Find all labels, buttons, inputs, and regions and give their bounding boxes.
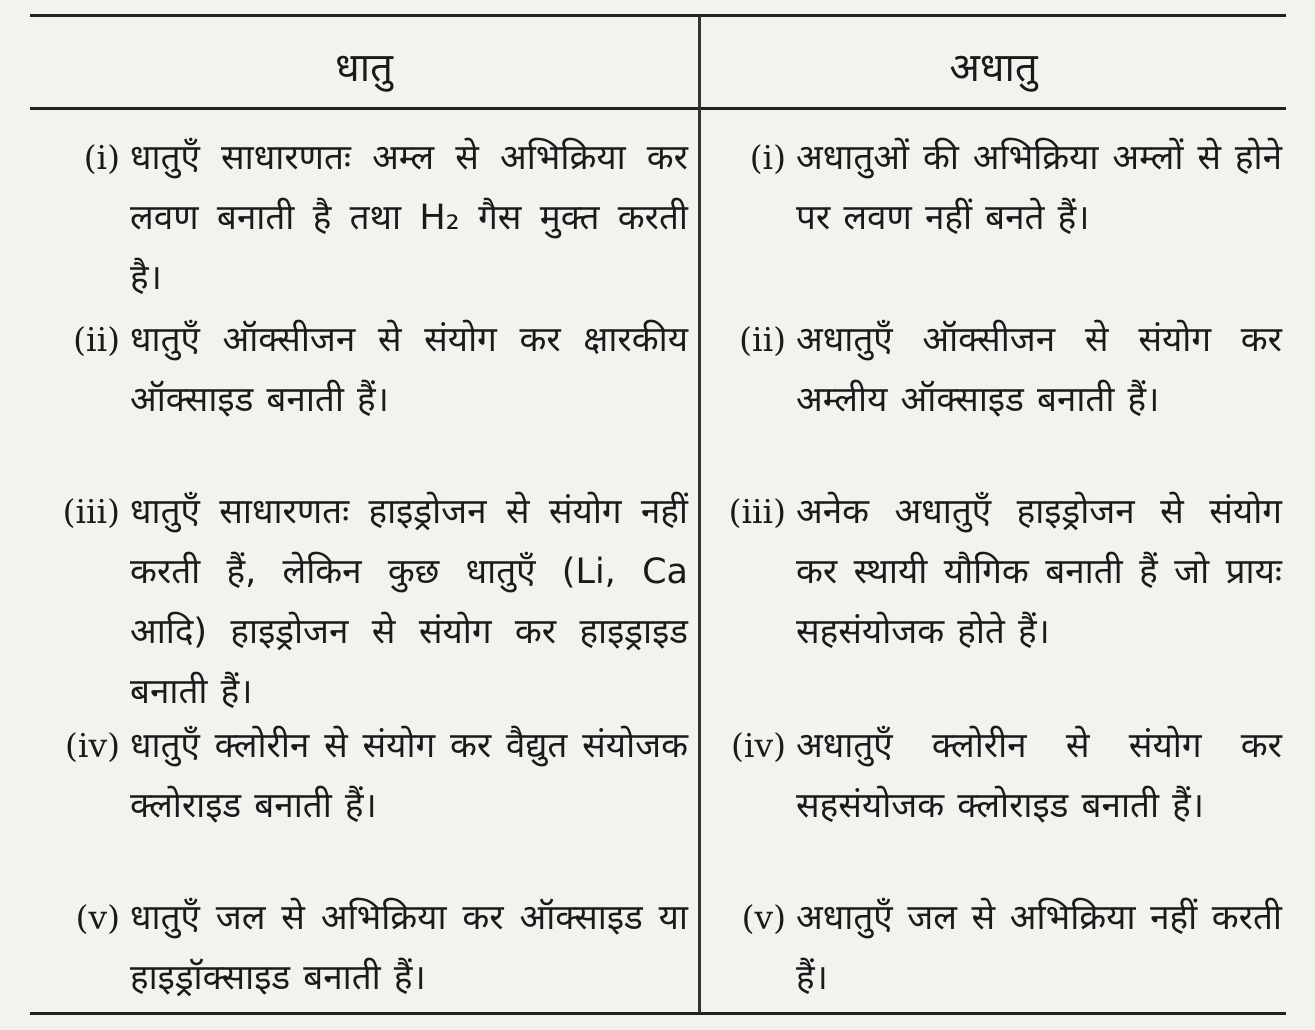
- item-number: (ii): [739, 320, 786, 359]
- item-number: (v): [741, 898, 786, 937]
- item-text: अधातुओं की अभिक्रिया अम्लों से होने पर लवण नहीं बनते हैं।: [796, 138, 1282, 238]
- nonmetal-item-1: [710, 128, 1282, 248]
- item-text: अधातुएँ क्लोरीन से संयोग कर सहसंयोजक क्लोराइड बनाती हैं।: [796, 726, 1282, 826]
- metal-item-4: [48, 716, 688, 836]
- item-text: धातुएँ साधारणतः हाइड्रोजन से संयोग नहीं करती हैं, लेकिन कुछ धातुएँ (Li, Ca आदि) हाइड्रोजन से संयोग कर हाइड्राइड बनाती हैं।: [130, 492, 688, 712]
- item-text: अधातुएँ जल से अभिक्रिया नहीं करती हैं।: [796, 898, 1282, 998]
- item-number: (iii): [728, 492, 786, 531]
- metal-item-2: [48, 310, 688, 430]
- item-number: (iv): [731, 726, 786, 765]
- item-number: (i): [83, 138, 120, 177]
- nonmetal-item-4: [710, 716, 1282, 836]
- metal-item-3: [48, 482, 688, 722]
- item-number: (i): [749, 138, 786, 177]
- item-text: धातुएँ जल से अभिक्रिया कर ऑक्साइड या हाइड्रॉक्साइड बनाती हैं।: [130, 898, 688, 998]
- item-text: धातुएँ साधारणतः अम्ल से अभिक्रिया कर लवण बनाती है तथा H₂ गैस मुक्त करती है।: [130, 138, 688, 298]
- nonmetal-item-5: [710, 888, 1282, 1008]
- metal-item-1: [48, 128, 688, 308]
- table-top-rule: [30, 14, 1286, 17]
- table-bottom-rule: [30, 1012, 1286, 1015]
- item-number: (ii): [73, 320, 120, 359]
- item-text: धातुएँ ऑक्सीजन से संयोग कर क्षारकीय ऑक्साइड बनाती हैं।: [130, 320, 688, 420]
- item-number: (iv): [65, 726, 120, 765]
- item-text: धातुएँ क्लोरीन से संयोग कर वैद्युत संयोजक क्लोराइड बनाती हैं।: [130, 726, 688, 826]
- header-nonmetal: अधातु: [949, 44, 1038, 91]
- nonmetal-item-2: [710, 310, 1282, 430]
- item-text: अधातुएँ ऑक्सीजन से संयोग कर अम्लीय ऑक्साइड बनाती हैं।: [796, 320, 1282, 420]
- nonmetal-item-3: [710, 482, 1282, 662]
- metal-item-5: [48, 888, 688, 1008]
- item-number: (iii): [62, 492, 120, 531]
- table-header-rule: [30, 107, 1286, 110]
- column-divider: [698, 16, 701, 1013]
- item-text: अनेक अधातुएँ हाइड्रोजन से संयोग कर स्थायी यौगिक बनाती हैं जो प्रायः सहसंयोजक होते हैं।: [796, 492, 1282, 652]
- item-number: (v): [75, 898, 120, 937]
- header-metal: धातु: [335, 44, 393, 91]
